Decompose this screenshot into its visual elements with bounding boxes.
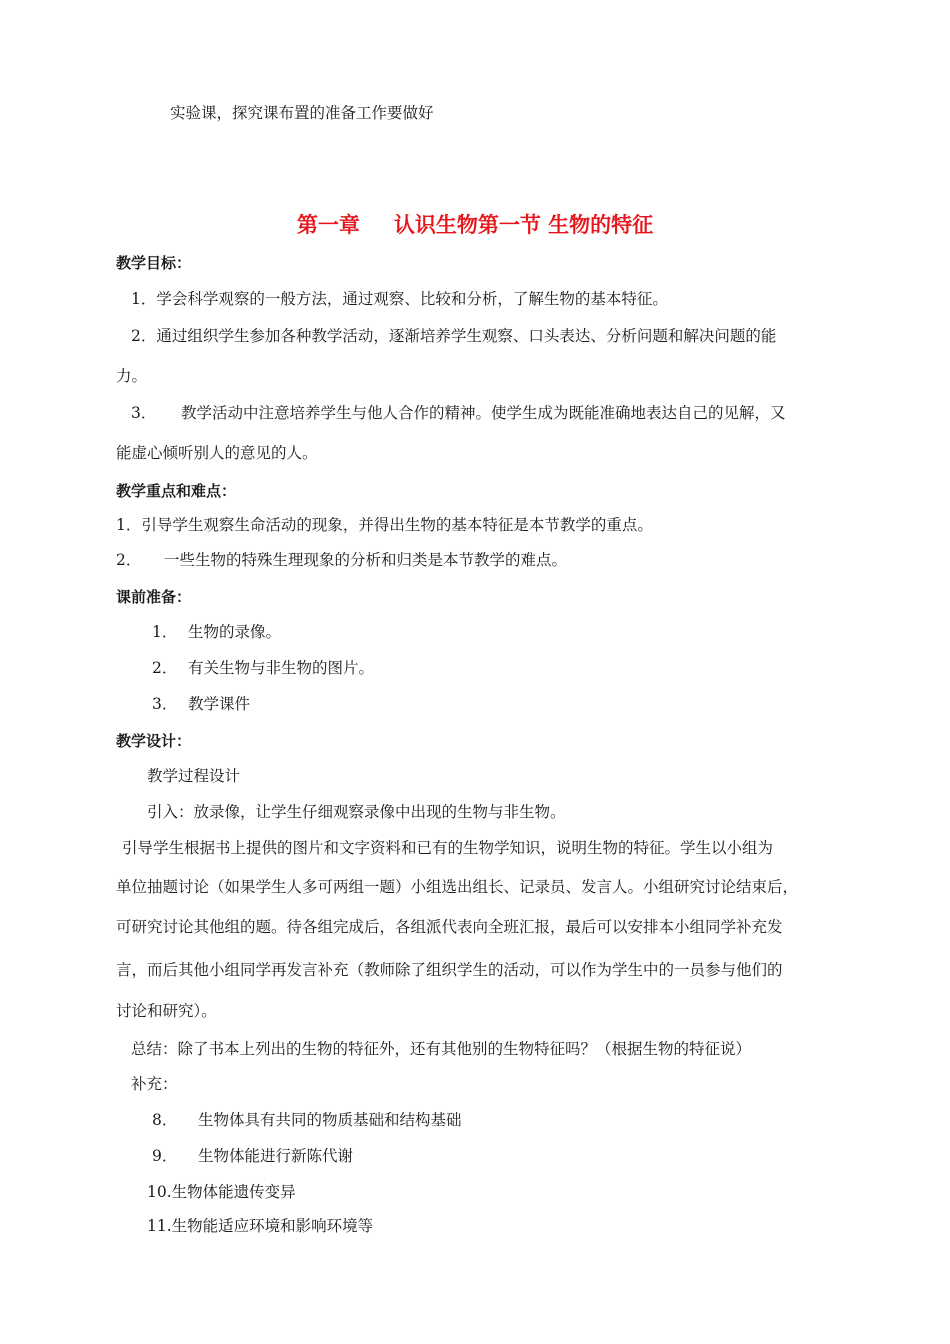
- supplement-item: [152, 1146, 353, 1166]
- prep-heading: 课前准备：: [116, 588, 192, 606]
- design-summary: 总结：除了书本上列出的生物的特征外，还有其他别的生物特征吗？（根据生物的特征说）: [131, 1040, 752, 1058]
- supplement-item: [147, 1182, 296, 1202]
- goal-item-3-line2: 能虚心倾听别人的意见的人。: [116, 444, 318, 462]
- title-part2: 认识生物第一节 生物的特征: [393, 213, 654, 237]
- design-paragraph-line: 言，而后其他小组同学再发言补充（教师除了组织学生的活动，可以作为学生中的一员参与他们的: [116, 961, 783, 979]
- prep-item-text: 有关生物与非生物的图片。: [188, 659, 375, 677]
- prep-item-number: 1．: [152, 623, 178, 641]
- supplement-item-text: 生物体能遗传变异: [171, 1183, 296, 1201]
- title-part1: 第一章: [296, 213, 360, 237]
- supplement-item: [152, 1110, 462, 1130]
- goal-item-3-number: 3．: [131, 404, 157, 422]
- goal-item-2-line1: 2．通过组织学生参加各种教学活动，逐渐培养学生观察、口头表达、分析问题和解决问题的能: [131, 327, 777, 345]
- design-supplement-label: 补充：: [131, 1075, 178, 1093]
- supplement-item-number: 8．: [152, 1111, 178, 1129]
- keypoint-item-2: [116, 550, 567, 570]
- keypoint-item-1: 1．引导学生观察生命活动的现象，并得出生物的基本特征是本节教学的重点。: [116, 516, 653, 534]
- chapter-title: [0, 209, 950, 239]
- keypoint-item-2-text: 一些生物的特殊生理现象的分析和归类是本节教学的难点。: [164, 551, 568, 569]
- design-subheading: 教学过程设计: [147, 767, 241, 785]
- design-paragraph-line: 可研究讨论其他组的题。待各组完成后，各组派代表向全班汇报，最后可以安排本小组同学补充发: [116, 918, 783, 936]
- design-paragraph-line: 引导学生根据书上提供的图片和文字资料和已有的生物学知识，说明生物的特征。学生以小组为: [122, 839, 774, 857]
- supplement-item-text: 生物能适应环境和影响环境等: [171, 1217, 374, 1235]
- goal-item-2-line2: 力。: [116, 367, 148, 385]
- prep-item-text: 教学课件: [188, 695, 251, 713]
- goals-heading: 教学目标：: [116, 254, 192, 272]
- goal-item-3-text: 教学活动中注意培养学生与他人合作的精神。使学生成为既能准确地表达自己的见解，又: [181, 404, 786, 422]
- design-intro: 引入：放录像，让学生仔细观察录像中出现的生物与非生物。: [147, 803, 566, 821]
- keypoints-heading: 教学重点和难点：: [116, 482, 237, 500]
- prep-item: [152, 622, 281, 642]
- intro-line: 实验课，探究课布置的准备工作要做好: [170, 104, 434, 122]
- keypoint-item-2-number: 2．: [116, 551, 142, 569]
- goal-item-1: 1．学会科学观察的一般方法，通过观察、比较和分析，了解生物的基本特征。: [131, 290, 668, 308]
- supplement-item-number: 9．: [152, 1147, 178, 1165]
- supplement-item: [147, 1216, 373, 1236]
- supplement-item-text: 生物体具有共同的物质基础和结构基础: [198, 1111, 462, 1129]
- design-heading: 教学设计：: [116, 732, 192, 750]
- supplement-item-number: 11.: [147, 1217, 172, 1235]
- prep-item-text: 生物的录像。: [188, 623, 282, 641]
- prep-item: [152, 694, 250, 714]
- goal-item-3-line1: [131, 403, 786, 423]
- prep-item-number: 2．: [152, 659, 178, 677]
- prep-item: [152, 658, 374, 678]
- prep-item-number: 3．: [152, 695, 178, 713]
- design-paragraph-line: 讨论和研究）。: [116, 1002, 217, 1020]
- design-paragraph-line: 单位抽题讨论（如果学生人多可两组一题）小组选出组长、记录员、发言人。小组研究讨论结束后，: [116, 878, 799, 896]
- supplement-item-text: 生物体能进行新陈代谢: [198, 1147, 354, 1165]
- supplement-item-number: 10.: [147, 1183, 172, 1201]
